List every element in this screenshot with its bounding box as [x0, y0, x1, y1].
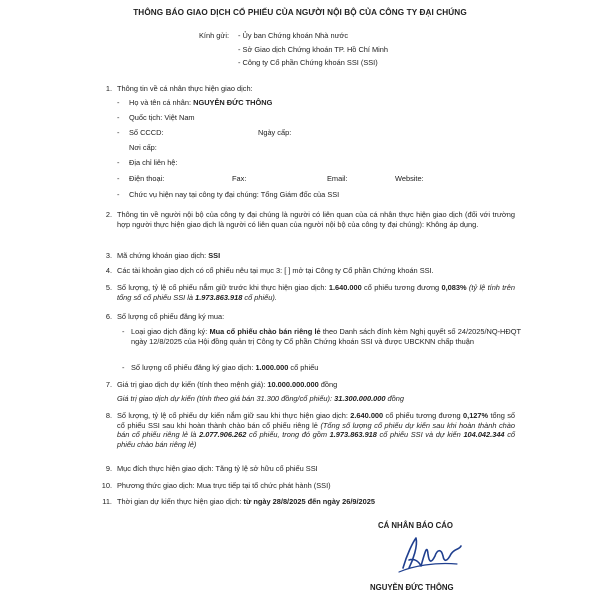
email-label: Email: [327, 174, 348, 183]
phone-label: Điện thoại: [129, 174, 165, 183]
quantity-value: 1.000.000 [255, 363, 289, 372]
item-text: Phương thức giao dịch: Mua trực tiếp tại tổ chức phát hành (SSI) [117, 481, 331, 490]
document-page: THÔNG BÁO GIAO DỊCH CỔ PHIẾU CỦA NGƯỜI NỘI BỘ CỦA CÔNG TY ĐẠI CHÚNG Kính gửi: - Ủy ban Chứng khoán Nhà nước - Sở Giao dịch Chứng khoán TP. Hồ Chí Minh - Công ty Cổ phần Chứng khoán SSI (SSI) 1. Thông tin về cá nhân thực hiện giao dịch: - Họ và tên cá nhân: NGUYỄN ĐỨC THÔNG - Quốc tịch: Việt Nam - Số CCCD: Ngày cấp: Nơi cấp: - Địa chỉ liên hệ: - Điện thoại: Fax: Email: Website: - Chức vụ hiện nay tại công ty đại chúng: Tổng Giám đốc của SSI 2. Thông tin về người nội bộ của công ty đại chúng là người có liên quan của cá nhân thực hiện giao dịch (đối với trường hợp người thực hiện giao dịch là người có liên quan của người nội bộ của công ty đại chúng): Không áp dụng. 3. Mã chứng khoán giao dịch: SSI 4. Các tài khoản giao dịch có cổ phiếu nêu tại mục 3: [ ] mở tại Công ty Cổ phần Chứng khoán SSI. 5. Số lượng, tỷ lệ cổ phiếu nắm giữ trước khi thực hiện giao dịch: 1.640.000 cổ phiếu tương đương 0,083% (tỷ lệ tính trên tổng số cổ phiếu SSI là 1.973.863.918 cổ phiếu). 6. Số lượng cổ phiếu đăng ký mua: - Loại giao dịch đăng ký: Mua cổ phiếu chào bán riêng lẻ theo Danh sách đính kèm Nghị quyết số 24/2025/NQ-HĐQT ngày 12/8/2025 của Hội đồng quản trị Công ty Cổ phần Chứng khoán SSI và được UBCKNN chấp thuận - Số lượng cổ phiếu đăng ký giao dịch: 1.000.000 cổ phiếu 7. Giá trị giao dịch dự kiến (tính theo mệnh giá): 10.000.000.000 đồng Giá trị giao dịch dự kiến (tính theo giá bán 31.300 đồng/cổ phiếu): 31.300.000.000 đồng 8. Số lượng, tỷ lệ cổ phiếu dự kiến nắm giữ sau khi thực hiện giao dịch: 2.640.000 cổ phiếu tương đương 0,127% tổng số cổ phiếu SSI sau khi hoàn thành chào bán cổ phiếu riêng lẻ (Tổng số lượng cổ phiếu dự kiến sau khi hoàn thành chào bán cổ phiếu riêng lẻ là 2.077.906.262 cổ phiếu, trong đó gồm 1.973.863.918 cổ phiếu SSI và dự kiến 104.042.344 cổ phiếu chào bán riêng lẻ) 9. Mục đích thực hiện giao dịch: Tăng tỷ lệ sở hữu cổ phiếu SSI 10. Phương thức giao dịch: Mua trực tiếp tại tổ chức phát hành (SSI) 11. Thời gian dự kiến thực hiện giao dịch: từ ngày 28/8/2025 đến ngày 26/9/2025 CÁ NHÂN BÁO CÁO NGUYỄN ĐỨC THÔNG [0, 0, 600, 600]
item-number: 6. [105, 312, 112, 321]
bullet-dash: - [122, 363, 125, 372]
ticker-value: SSI [208, 251, 221, 260]
text-fragment: cổ phiếu). [242, 292, 277, 302]
item-number: 7. [105, 380, 112, 389]
name-label: Họ và tên cá nhân: [129, 98, 192, 107]
total-after: 2.077.906.262 [199, 430, 247, 440]
period-value: từ ngày 28/8/2025 đến ngày 26/9/2025 [243, 497, 375, 506]
text-fragment: cổ phiếu tương đương [383, 411, 464, 420]
text-fragment: cổ phiếu tương đương [361, 283, 442, 292]
item-number: 8. [105, 411, 112, 420]
text-fragment: đồng [385, 394, 404, 403]
item-heading: Thông tin về cá nhân thực hiện giao dịch: [117, 84, 253, 93]
transaction-type-text [131, 327, 521, 346]
cccd-label: Số CCCD: [129, 128, 164, 137]
bullet-dash: - [122, 327, 125, 336]
item-number: 9. [105, 464, 112, 473]
signature-title: CÁ NHÂN BÁO CÁO [378, 521, 453, 530]
issue-date-label: Ngày cấp: [258, 128, 292, 137]
item-number: 1. [105, 84, 112, 93]
text-fragment: Số lượng, tỷ lệ cổ phiếu nắm giữ trước khi thực hiện giao dịch: [117, 283, 329, 292]
text-fragment: Thời gian dự kiến thực hiện giao dịch: [117, 497, 244, 506]
shares-after: 2.640.000 [350, 411, 384, 420]
item-text [117, 283, 515, 302]
item-number: 2. [105, 210, 112, 219]
text-fragment: Số lượng cổ phiếu đăng ký giao dịch: [131, 363, 256, 372]
recipient-item: - Công ty Cổ phần Chứng khoán SSI (SSI) [238, 58, 378, 67]
fax-label: Fax: [232, 174, 247, 183]
item-number: 5. [105, 283, 112, 292]
shares-before: 1.640.000 [328, 283, 362, 292]
recipient-item: - Sở Giao dịch Chứng khoán TP. Hồ Chí Minh [238, 44, 389, 54]
recipient-list [238, 31, 388, 72]
text-fragment: cổ phiếu [288, 363, 319, 372]
item-text: Mục đích thực hiện giao dịch: Tăng tỷ lệ sở hữu cổ phiếu SSI [117, 464, 318, 473]
name-value: NGUYỄN ĐỨC THÔNG [193, 98, 273, 107]
handwritten-signature [395, 532, 465, 577]
nationality-text: Quốc tịch: Việt Nam [129, 113, 195, 122]
total-shares: 1.973.863.918 [329, 430, 377, 440]
percent-before: 0,083% [441, 283, 467, 292]
recipient-label: Kính gửi: [199, 31, 230, 40]
text-fragment: Giá trị giao dịch dự kiến (tính theo mệnh giá): [117, 380, 268, 389]
quantity-text [131, 363, 318, 373]
text-fragment: Loại giao dịch đăng ký: [131, 327, 210, 336]
offer-value: 31.300.000.000 [334, 394, 386, 403]
text-fragment: (tỷ lệ tính trên tổng số cổ phiếu SSI là [117, 283, 515, 302]
issue-place-label: Nơi cấp: [129, 143, 157, 152]
signer-name: NGUYỄN ĐỨC THÔNG [370, 583, 454, 592]
text-fragment: tổng số cổ phiếu SSI sau khi hoàn thành chào bán cổ phiếu riêng lẻ [117, 411, 516, 430]
text-fragment: (Tổng số lượng cổ phiếu dự kiến sau khi hoàn thành chào bán cổ phiếu riêng lẻ là [117, 420, 515, 440]
new-shares: 104.042.344 [463, 430, 505, 440]
total-shares: 1.973.863.918 [195, 292, 243, 302]
text-fragment: theo Danh sách đính kèm Nghị quyết số 24/2025/NQ-HĐQT ngày 12/8/2025 của Hội đồng quản trị Công ty Cổ phần Chứng khoán SSI và được UBCKNN chấp thuận [131, 327, 521, 346]
text-fragment: cổ phiếu SSI và dự kiến [376, 430, 464, 440]
item-number: 11. [102, 497, 112, 506]
par-value: 10.000.000.000 [267, 380, 319, 389]
text-fragment: Giá trị giao dịch dự kiến (tính theo giá bán 31.300 đồng/cổ phiếu): [117, 394, 335, 403]
recipient-item: - Ủy ban Chứng khoán Nhà nước [238, 31, 349, 40]
text-fragment: cổ phiếu chào bán riêng lẻ) [117, 430, 516, 449]
text-fragment: đồng [318, 380, 338, 389]
percent-after: 0,127% [463, 411, 489, 420]
text-fragment: cổ phiếu, trong đó gồm [246, 430, 330, 440]
item-text: Các tài khoản giao dịch có cổ phiếu nêu tại mục 3: [ ] mở tại Công ty Cổ phần Chứng khoán SSI. [117, 266, 434, 275]
text-fragment: Số lượng, tỷ lệ cổ phiếu dự kiến nắm giữ sau khi thực hiện giao dịch: [117, 411, 351, 420]
item-heading: Số lượng cổ phiếu đăng ký mua: [117, 312, 225, 321]
item-text [117, 411, 515, 449]
position-text: Chức vụ hiện nay tại công ty đại chúng: Tổng Giám đốc của SSI [129, 190, 340, 199]
address-label: Địa chỉ liên hệ: [129, 158, 178, 167]
transaction-type: Mua cổ phiếu chào bán riêng lẻ [209, 327, 321, 336]
item-number: 4. [105, 266, 112, 275]
document-title: THÔNG BÁO GIAO DỊCH CỔ PHIẾU CỦA NGƯỜI NỘI BỘ CỦA CÔNG TY ĐẠI CHÚNG [133, 8, 467, 17]
item-text: Thông tin về người nội bộ của công ty đại chúng là người có liên quan của cá nhân thực hiện giao dịch (đối với trường hợp người thực hiện giao dịch là người có liên quan của người nội bộ của công ty đại chúng): Không áp dụng. [117, 210, 515, 229]
item-number: 3. [105, 251, 112, 260]
ticker-label: Mã chứng khoán giao dịch: [117, 251, 207, 260]
item-number: 10. [101, 481, 112, 490]
website-label: Website: [395, 174, 424, 183]
